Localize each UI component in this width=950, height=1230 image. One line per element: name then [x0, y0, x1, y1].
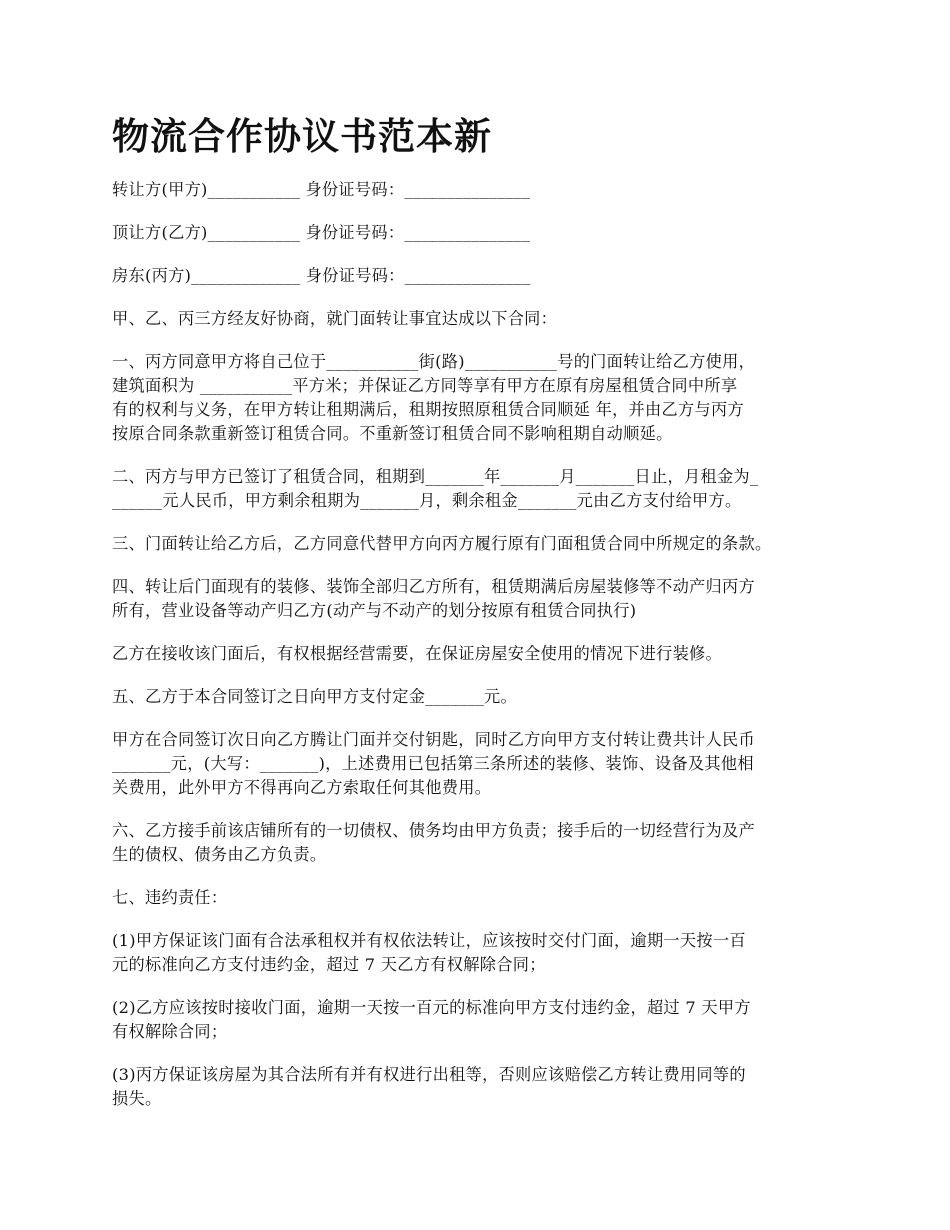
- text-line: 有的权利与义务，在甲方转让租期满后，租期按照原租赁合同顺延 年，并由乙方与丙方: [112, 400, 744, 419]
- paragraph: [112, 178, 852, 202]
- text-line: 七、违约责任：: [112, 888, 228, 907]
- paragraph: [112, 929, 852, 977]
- text-line: 房东(丙方)_____________ 身份证号码：_______________: [112, 266, 531, 285]
- text-line: 有权解除合同；: [112, 1022, 228, 1041]
- text-line: (1)甲方保证该门面有合法承租权并有权依法转让，应该按时交付门面，逾期一天按一百: [112, 931, 746, 950]
- text-line: 按原合同条款重新签订租赁合同。不重新签订租赁合同不影响租期自动顺延。: [112, 424, 673, 443]
- text-line: 一、丙方同意甲方将自己位于___________街(路)___________号的门面转让给乙方使用，: [112, 352, 756, 371]
- text-line: 元的标准向乙方支付违约金，超过 7 天乙方有权解除合同；: [112, 955, 546, 974]
- text-line: 四、转让后门面现有的装修、装饰全部归乙方所有，租赁期满后房屋装修等不动产归丙方: [112, 577, 756, 596]
- text-line: ______元人民币，甲方剩余租期为_______月，剩余租金_______元由乙方支付给甲方。: [112, 491, 742, 510]
- paragraph: [112, 685, 852, 709]
- text-line: 所有，营业设备等动产归乙方(动产与不动产的划分按原有租赁合同执行): [112, 601, 637, 620]
- text-line: 关费用，此外甲方不得再向乙方索取任何其他费用。: [112, 778, 492, 797]
- text-line: 损失。: [112, 1089, 162, 1108]
- paragraph: [112, 575, 852, 623]
- paragraph: [112, 264, 852, 288]
- text-line: 顶让方(乙方)___________ 身份证号码：_______________: [112, 223, 531, 242]
- document-title: 物流合作协议书范本新: [112, 114, 492, 158]
- text-line: 六、乙方接手前该店铺所有的一切债权、债务均由甲方负责；接手后的一切经营行为及产: [112, 821, 756, 840]
- paragraph: [112, 350, 852, 446]
- text-line: 五、乙方于本合同签订之日向甲方支付定金_______元。: [112, 687, 517, 706]
- text-line: 甲、乙、丙三方经友好协商，就门面转让事宜达成以下合同：: [112, 309, 558, 328]
- text-line: _______元，(大写：_______)，上述费用已包括第三条所述的装修、装饰、设备及其他相: [112, 754, 754, 773]
- text-line: 建筑面积为 ___________平方米；并保证乙方同等享有甲方在原有房屋租赁合同中所享: [112, 376, 738, 395]
- text-line: (2)乙方应该按时接收门面，逾期一天按一百元的标准向甲方支付违约金，超过 7 天甲方: [112, 998, 751, 1017]
- document-body: [112, 178, 852, 1130]
- text-line: 三、门面转让给乙方后，乙方同意代替甲方向丙方履行原有门面租赁合同中所规定的条款。: [112, 534, 772, 553]
- paragraph: [112, 465, 852, 513]
- paragraph: [112, 532, 852, 556]
- paragraph: [112, 886, 852, 910]
- text-line: 转让方(甲方)___________ 身份证号码：_______________: [112, 180, 531, 199]
- paragraph: [112, 221, 852, 245]
- paragraph: [112, 307, 852, 331]
- paragraph: [112, 996, 852, 1044]
- paragraph: [112, 1063, 852, 1111]
- text-line: 二、丙方与甲方已签订了租赁合同，租期到_______年_______月_______日止，月租金为_: [112, 467, 759, 486]
- text-line: 乙方在接收该门面后，有权根据经营需要，在保证房屋安全使用的情况下进行装修。: [112, 644, 723, 663]
- paragraph: [112, 642, 852, 666]
- text-line: 甲方在合同签订次日向乙方腾让门面并交付钥匙，同时乙方向甲方支付转让费共计人民币: [112, 730, 756, 749]
- paragraph: [112, 728, 852, 800]
- text-line: (3)丙方保证该房屋为其合法所有并有权进行出租等，否则应该赔偿乙方转让费用同等的: [112, 1065, 746, 1084]
- text-line: 生的债权、债务由乙方负责。: [112, 845, 327, 864]
- paragraph: [112, 819, 852, 867]
